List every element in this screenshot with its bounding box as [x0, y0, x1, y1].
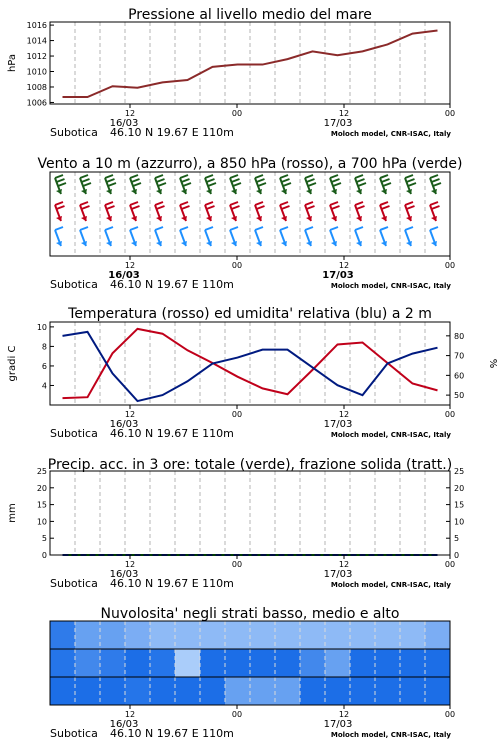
time-tick-label: 00 — [444, 109, 456, 118]
barb-flag — [405, 227, 413, 230]
wind-barb-10m — [305, 227, 313, 246]
time-tick-label: 00 — [444, 261, 456, 270]
wind-barb-10m — [405, 227, 413, 246]
barb-flag — [55, 202, 63, 205]
wind-barb-700hpa — [380, 175, 391, 194]
wind-barb-850hpa — [305, 202, 315, 221]
y-tick-label: 25 — [36, 467, 47, 476]
cloud-cell — [325, 677, 351, 706]
barb-flag — [407, 179, 415, 182]
cloud-cell — [175, 621, 201, 650]
barb-flag — [332, 179, 340, 182]
wind-barb-700hpa — [80, 175, 91, 194]
barb-flag — [130, 175, 138, 178]
barb-flag — [158, 183, 166, 186]
cloud-cell — [400, 649, 426, 678]
cloud-cell — [75, 677, 101, 706]
cloud-cell — [300, 649, 326, 678]
y-tick-label: 1010 — [26, 67, 47, 77]
cloud-cell — [325, 621, 351, 650]
time-tick-label: 00 — [444, 410, 456, 419]
wind-barb-850hpa — [430, 202, 440, 221]
day-label: 16/03 — [109, 719, 139, 730]
time-tick-label: 12 — [338, 410, 350, 419]
wind-barb-10m — [255, 227, 263, 246]
barb-flag — [330, 227, 338, 230]
location-coords: 46.10 N 19.67 E 110m — [110, 577, 234, 590]
time-tick-label: 00 — [231, 410, 243, 419]
location-coords: 46.10 N 19.67 E 110m — [110, 278, 234, 291]
wind-barb-700hpa — [355, 175, 366, 194]
y-tick-label: 15 — [36, 500, 47, 510]
wind-barb-850hpa — [105, 202, 115, 221]
wind-barb-850hpa — [155, 202, 165, 221]
y-tick-label-right: 20 — [454, 483, 465, 493]
wind-barb-700hpa — [430, 175, 441, 194]
cloud-cell — [400, 677, 426, 706]
barb-flag — [433, 183, 441, 186]
wind-barb-850hpa — [230, 202, 240, 221]
barb-flag — [230, 227, 238, 230]
time-tick-label: 00 — [444, 560, 456, 569]
location-name: Subotica — [50, 727, 98, 740]
wind-barb-10m — [205, 227, 213, 246]
cloud-cell — [125, 649, 151, 678]
y-axis-label: mm — [7, 503, 18, 523]
wind-barb-850hpa — [205, 202, 215, 221]
time-tick-label: 12 — [124, 560, 136, 569]
time-tick-label: 00 — [231, 261, 243, 270]
cloud-cell — [350, 649, 376, 678]
barb-flag — [255, 202, 263, 205]
location-name: Subotica — [50, 278, 98, 291]
y-tick-label: 8 — [41, 342, 47, 352]
barb-flag — [182, 206, 190, 209]
barb-flag — [382, 179, 390, 182]
barb-flag — [130, 227, 138, 230]
barb-flag — [57, 206, 65, 209]
barb-flag — [205, 202, 213, 205]
cloud-cell — [50, 621, 76, 650]
cloud-cell — [150, 649, 176, 678]
barb-flag — [157, 206, 165, 209]
y-tick-label-right: 70 — [454, 351, 465, 361]
time-tick-label: 00 — [231, 710, 243, 719]
y-axis-label: gradi C — [7, 345, 18, 382]
y-tick-label: 10 — [36, 322, 47, 332]
panel-title: Vento a 10 m (azzurro), a 850 hPa (rosso), a 700 hPa (verde) — [37, 156, 463, 172]
y-tick-label-right: 25 — [454, 467, 465, 476]
y-axis-label-right: % — [487, 358, 498, 369]
barb-flag — [230, 202, 238, 205]
barb-flag — [255, 175, 263, 178]
barb-flag — [80, 175, 88, 178]
barb-flag — [230, 175, 238, 178]
barb-flag — [382, 206, 390, 209]
wind-barb-700hpa — [55, 175, 66, 194]
cloud-cell — [350, 621, 376, 650]
barb-flag — [333, 183, 341, 186]
y-tick-label: 1014 — [26, 36, 47, 46]
location-name: Subotica — [50, 427, 98, 440]
cloud-cell — [400, 621, 426, 650]
wind-barb-850hpa — [355, 202, 365, 221]
barb-flag — [80, 227, 88, 230]
day-label: 17/03 — [323, 118, 353, 129]
location-coords: 46.10 N 19.67 E 110m — [110, 126, 234, 139]
barb-flag — [257, 206, 265, 209]
wind-barb-700hpa — [205, 175, 216, 194]
day-label: 16/03 — [108, 270, 140, 281]
y-tick-label: 10 — [36, 517, 47, 527]
y-tick-label: 0 — [41, 551, 47, 560]
panel-title: Pressione al livello medio del mare — [128, 7, 372, 23]
barb-flag — [57, 179, 65, 182]
wind-barb-700hpa — [330, 175, 341, 194]
wind-barb-700hpa — [130, 175, 141, 194]
barb-flag — [207, 179, 215, 182]
barb-flag — [208, 183, 216, 186]
wind-barb-10m — [55, 227, 63, 246]
day-label: 17/03 — [323, 569, 353, 580]
wind-barb-10m — [105, 227, 113, 246]
barb-flag — [132, 206, 140, 209]
cloud-cell — [350, 677, 376, 706]
barb-flag — [430, 227, 438, 230]
wind-barb-10m — [430, 227, 438, 246]
barb-flag — [355, 175, 363, 178]
barb-flag — [258, 183, 266, 186]
wind-barb-850hpa — [280, 202, 290, 221]
barb-flag — [233, 183, 241, 186]
barb-flag — [180, 202, 188, 205]
barb-flag — [432, 179, 440, 182]
cloud-cell — [300, 677, 326, 706]
panel-title: Temperatura (rosso) ed umidita' relativa (blu) a 2 m — [68, 306, 432, 322]
barb-flag — [408, 183, 416, 186]
barb-flag — [283, 183, 291, 186]
barb-flag — [308, 183, 316, 186]
day-label: 16/03 — [109, 419, 139, 430]
barb-flag — [232, 206, 240, 209]
wind-barb-850hpa — [330, 202, 340, 221]
wind-barb-10m — [355, 227, 363, 246]
barb-flag — [280, 175, 288, 178]
barb-flag — [330, 175, 338, 178]
wind-barb-10m — [80, 227, 88, 246]
barb-flag — [55, 227, 63, 230]
y-tick-label-right: 5 — [454, 534, 460, 544]
time-tick-label: 12 — [338, 560, 350, 569]
barb-flag — [180, 227, 188, 230]
barb-flag — [380, 227, 388, 230]
wind-barb-700hpa — [405, 175, 416, 194]
wind-barb-700hpa — [180, 175, 191, 194]
cloud-cell — [50, 649, 76, 678]
cloud-cell — [375, 649, 401, 678]
wind-barb-700hpa — [230, 175, 241, 194]
barb-flag — [307, 179, 315, 182]
cloud-cell — [325, 649, 351, 678]
cloud-cell — [425, 677, 451, 706]
location-name: Subotica — [50, 126, 98, 139]
cloud-cell — [375, 621, 401, 650]
wind-barb-850hpa — [405, 202, 415, 221]
barb-flag — [357, 179, 365, 182]
barb-flag — [282, 179, 290, 182]
barb-flag — [255, 227, 263, 230]
cloud-cell — [425, 621, 451, 650]
barb-flag — [330, 202, 338, 205]
time-tick-label: 00 — [231, 109, 243, 118]
cloud-cell — [175, 649, 201, 678]
barb-flag — [58, 183, 66, 186]
y-tick-label: 5 — [41, 534, 47, 544]
model-credit: Moloch model, CNR-ISAC, Italy — [330, 581, 451, 589]
cloud-cell — [125, 677, 151, 706]
cloud-cell — [250, 649, 276, 678]
wind-barb-10m — [230, 227, 238, 246]
barb-flag — [358, 183, 366, 186]
cloud-cell — [125, 621, 151, 650]
y-tick-label-right: 0 — [454, 551, 460, 560]
day-label: 17/03 — [323, 719, 353, 730]
barb-flag — [430, 175, 438, 178]
cloud-cell — [300, 621, 326, 650]
barb-flag — [108, 183, 116, 186]
barb-flag — [407, 206, 415, 209]
wind-barb-10m — [180, 227, 188, 246]
barb-flag — [155, 202, 163, 205]
barb-flag — [132, 179, 140, 182]
model-credit: Moloch model, CNR-ISAC, Italy — [330, 731, 451, 739]
barb-flag — [55, 175, 63, 178]
location-coords: 46.10 N 19.67 E 110m — [110, 427, 234, 440]
time-tick-label: 12 — [338, 710, 350, 719]
cloud-cell — [225, 649, 251, 678]
cloud-cell — [250, 677, 276, 706]
barb-flag — [355, 202, 363, 205]
barb-flag — [107, 206, 115, 209]
y-tick-label: 1012 — [26, 52, 47, 62]
barb-flag — [82, 206, 90, 209]
wind-barb-700hpa — [105, 175, 116, 194]
cloud-cell — [200, 649, 226, 678]
wind-barb-850hpa — [80, 202, 90, 221]
barb-flag — [105, 227, 113, 230]
wind-barb-10m — [280, 227, 288, 246]
cloud-cell — [175, 677, 201, 706]
barb-flag — [432, 206, 440, 209]
time-tick-label: 12 — [338, 109, 350, 118]
barb-flag — [157, 179, 165, 182]
cloud-cell — [50, 677, 76, 706]
barb-flag — [257, 179, 265, 182]
barb-flag — [182, 179, 190, 182]
y-tick-label-right: 80 — [454, 331, 465, 341]
barb-flag — [155, 227, 163, 230]
wind-barb-850hpa — [255, 202, 265, 221]
cloud-cell — [75, 621, 101, 650]
barb-flag — [357, 206, 365, 209]
y-tick-label: 4 — [41, 381, 47, 391]
barb-flag — [130, 202, 138, 205]
day-label: 17/03 — [323, 419, 353, 430]
wind-barb-10m — [155, 227, 163, 246]
time-tick-label: 12 — [124, 710, 136, 719]
y-tick-label-right: 60 — [454, 371, 465, 381]
barb-flag — [332, 206, 340, 209]
barb-flag — [380, 175, 388, 178]
cloud-cell — [100, 621, 126, 650]
barb-flag — [82, 179, 90, 182]
wind-barb-10m — [130, 227, 138, 246]
cloud-cell — [425, 649, 451, 678]
y-tick-label: 6 — [41, 361, 47, 371]
barb-flag — [133, 183, 141, 186]
barb-flag — [305, 175, 313, 178]
barb-flag — [430, 202, 438, 205]
barb-flag — [155, 175, 163, 178]
barb-flag — [183, 183, 191, 186]
cloud-cell — [150, 621, 176, 650]
barb-flag — [107, 179, 115, 182]
time-tick-label: 12 — [338, 261, 350, 270]
barb-flag — [280, 202, 288, 205]
y-tick-label-right: 10 — [454, 517, 465, 527]
wind-barb-700hpa — [155, 175, 166, 194]
day-label: 17/03 — [322, 270, 354, 281]
cloud-cell — [375, 677, 401, 706]
barb-flag — [80, 202, 88, 205]
wind-barb-10m — [380, 227, 388, 246]
barb-flag — [305, 202, 313, 205]
time-tick-label: 00 — [231, 560, 243, 569]
wind-barb-850hpa — [180, 202, 190, 221]
barb-flag — [307, 206, 315, 209]
day-label: 16/03 — [109, 118, 139, 129]
cloud-cell — [225, 677, 251, 706]
cloud-cell — [225, 621, 251, 650]
time-tick-label: 12 — [124, 109, 136, 118]
panel-title: Precip. acc. in 3 ore: totale (verde), frazione solida (tratt.) — [47, 457, 453, 473]
time-tick-label: 00 — [444, 710, 456, 719]
time-tick-label: 12 — [124, 261, 136, 270]
wind-barb-850hpa — [55, 202, 65, 221]
model-credit: Moloch model, CNR-ISAC, Italy — [330, 431, 451, 439]
location-coords: 46.10 N 19.67 E 110m — [110, 727, 234, 740]
barb-flag — [380, 202, 388, 205]
y-tick-label: 1006 — [26, 98, 47, 108]
plot-frame — [50, 22, 450, 104]
barb-flag — [180, 175, 188, 178]
cloud-cell — [200, 677, 226, 706]
cloud-cell — [100, 677, 126, 706]
panel-title: Nuvolosita' negli strati basso, medio e alto — [100, 606, 400, 622]
wind-barb-10m — [330, 227, 338, 246]
wind-barb-700hpa — [280, 175, 291, 194]
wind-barb-850hpa — [130, 202, 140, 221]
barb-flag — [305, 227, 313, 230]
cloud-cell — [150, 677, 176, 706]
time-tick-label: 12 — [124, 410, 136, 419]
barb-flag — [232, 179, 240, 182]
barb-flag — [205, 227, 213, 230]
wind-barb-700hpa — [255, 175, 266, 194]
wind-barb-700hpa — [305, 175, 316, 194]
barb-flag — [207, 206, 215, 209]
cloud-cell — [75, 649, 101, 678]
barb-flag — [383, 183, 391, 186]
model-credit: Moloch model, CNR-ISAC, Italy — [330, 282, 451, 290]
barb-flag — [280, 227, 288, 230]
day-label: 16/03 — [109, 569, 139, 580]
y-tick-label: 20 — [36, 483, 47, 493]
y-tick-label: 1008 — [26, 82, 47, 92]
cloud-cell — [250, 621, 276, 650]
barb-flag — [83, 183, 91, 186]
cloud-cell — [100, 649, 126, 678]
y-axis-label: hPa — [7, 53, 18, 73]
model-credit: Moloch model, CNR-ISAC, Italy — [330, 130, 451, 138]
barb-flag — [405, 202, 413, 205]
cloud-cell — [275, 649, 301, 678]
barb-flag — [105, 175, 113, 178]
barb-flag — [405, 175, 413, 178]
location-name: Subotica — [50, 577, 98, 590]
y-tick-label-right: 50 — [454, 391, 465, 401]
barb-flag — [105, 202, 113, 205]
barb-flag — [282, 206, 290, 209]
barb-flag — [355, 227, 363, 230]
cloud-cell — [275, 621, 301, 650]
y-tick-label: 1016 — [26, 21, 47, 31]
wind-barb-850hpa — [380, 202, 390, 221]
y-tick-label-right: 15 — [454, 500, 465, 510]
cloud-cell — [200, 621, 226, 650]
cloud-cell — [275, 677, 301, 706]
barb-flag — [205, 175, 213, 178]
